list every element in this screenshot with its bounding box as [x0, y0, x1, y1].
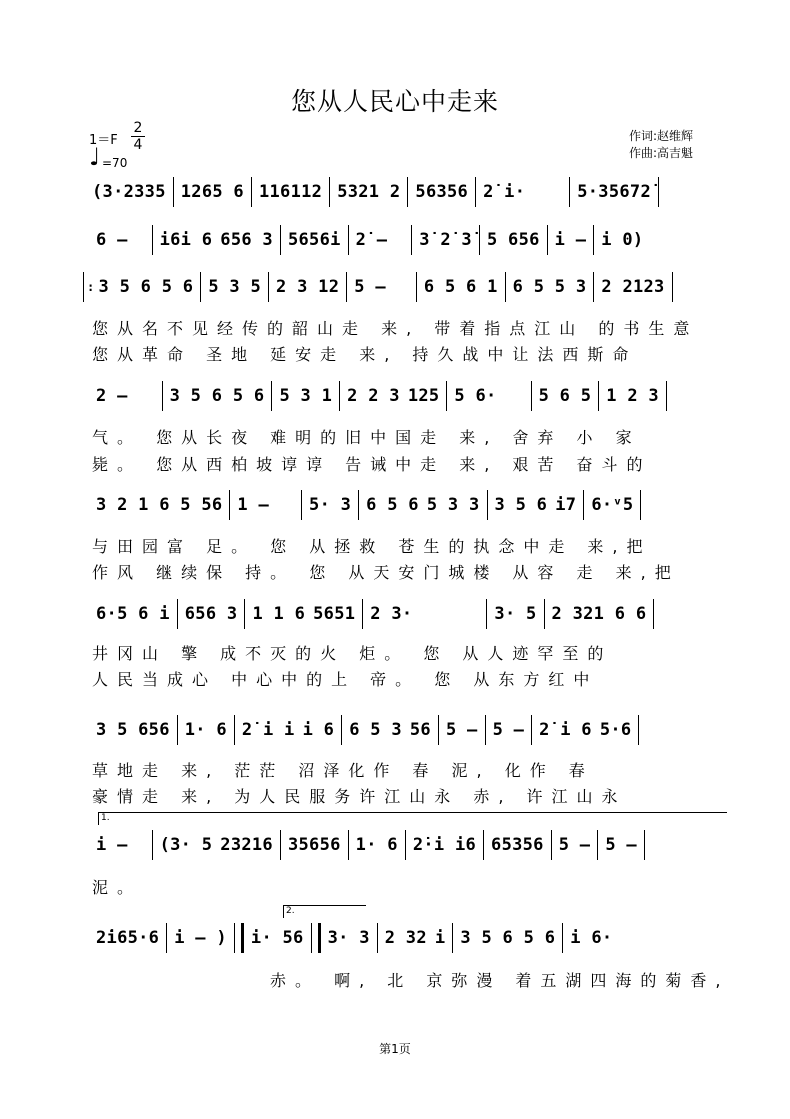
notation-row-7: [92, 715, 642, 745]
measure: 5 –: [605, 835, 637, 855]
measure: 6 5 6 1: [423, 277, 498, 297]
measure: 3 2 1 6 5 56: [96, 495, 223, 515]
measure: 6 5 6: [366, 495, 419, 515]
measure: 116112: [258, 182, 323, 202]
lyrics-verse-2: 作风 继续保 持。 您 从天安门城楼 从容 走 来,把: [92, 563, 680, 582]
notation-row-6: [92, 599, 657, 629]
measure: 1 2 3: [606, 386, 659, 406]
measure: 2̇i65·6: [96, 928, 160, 948]
lyrics-verse-2: 您从革命 圣地 延安走 来, 持久战中让法西斯命: [92, 345, 638, 364]
lyrics-verse-1: 草地走 来, 茫茫 沼泽化作 春 泥, 化作 春: [92, 761, 594, 780]
measure: 5 –: [492, 720, 525, 740]
volta-2: 2.: [283, 905, 366, 918]
measure: 2 –: [96, 386, 128, 406]
measure: 3̇ 2̇ 3̇: [419, 230, 472, 250]
measure: 6 5 3: [349, 720, 402, 740]
lyrics-verse-2: 毙。 您从西柏坡谆谆 告诫中走 来, 艰苦 奋斗的: [92, 455, 652, 474]
measure: 56356: [415, 182, 469, 202]
measure: 656 3: [220, 230, 273, 250]
lyrics-verse-1: 井冈山 擎 成不灭的火 炬。 您 从人迹罕至的: [92, 644, 613, 663]
measure: 2̇ –: [355, 230, 388, 250]
measure: 6·ᵛ5: [591, 495, 634, 515]
measure: 5 6·: [454, 386, 497, 406]
measure: i – ): [174, 928, 227, 948]
measure: 2 2123: [601, 277, 665, 297]
notation-row-4: [92, 381, 670, 411]
measure: 1· 6: [355, 835, 398, 855]
measure: 5 3 1: [279, 386, 333, 406]
measure: 1 –: [237, 495, 270, 515]
lyrics-verse-2: 人民当成心 中心中的上 帝。 您 从东方红中: [92, 670, 599, 689]
measure: 5651: [313, 604, 356, 624]
measure: 6 5 5 3: [512, 277, 587, 297]
measure: i 0): [601, 230, 644, 250]
notation-row-5: [92, 490, 644, 520]
lyrics-verse-1: 与田园富 足。 您 从拯救 苍生的执念中走 来,把: [92, 537, 652, 556]
measure: (3· 5: [159, 835, 213, 855]
measure: 56: [409, 720, 431, 740]
measure: 2̇·i i6: [412, 835, 477, 855]
measure: 656 3: [184, 604, 238, 624]
measure: 1 1 6: [252, 604, 306, 624]
page-number: 第1页: [379, 1042, 411, 1056]
measure: 5656i: [287, 230, 341, 250]
measure: 5 3 5: [208, 277, 262, 297]
measure: 5·6: [599, 720, 632, 740]
measure: i –: [554, 230, 587, 250]
measure: 5 –: [354, 277, 386, 297]
lyrics-verse-1: 赤。 啊, 北 京弥漫 着五湖四海的菊香,: [270, 971, 730, 990]
notation-row-1: [88, 177, 662, 207]
measure: i 6·: [570, 928, 613, 948]
measure: i –: [96, 835, 128, 855]
measure: i6i 6: [159, 230, 213, 250]
measure: i: [434, 928, 446, 948]
measure: 3 5 6 5 6: [98, 277, 194, 297]
measure: i 6: [302, 720, 335, 740]
time-signature-top: 2: [133, 120, 143, 136]
measure: 5 6 5: [538, 386, 592, 406]
notation-row-8: [92, 830, 648, 860]
measure: 6·5 6 i: [96, 604, 170, 624]
measure: 3 5 6 5 6: [169, 386, 265, 406]
measure: 1265 6: [180, 182, 244, 202]
measure: 2 321 6 6: [551, 604, 647, 624]
measure: 2 2 3: [347, 386, 400, 406]
lyrics-verse-1: 气。 您从长夜 难明的旧中国走 来, 舍弃 小 家: [92, 428, 641, 447]
measure: 23216: [220, 835, 273, 855]
lyrics-verse-1: 泥。: [92, 878, 143, 897]
measure: 2̇ i·: [483, 182, 526, 202]
measure: 3 5 656: [96, 720, 170, 740]
measure: 2̇ i 6: [539, 720, 592, 740]
measure: i7: [555, 495, 577, 515]
measure: 5 656: [486, 230, 540, 250]
measure: 2 3·: [370, 604, 413, 624]
measure: 2 3 12: [276, 277, 340, 297]
measure: 35656: [287, 835, 341, 855]
quarter-note-icon: ♩: [89, 143, 101, 171]
composer-credit: 作曲:高吉魁: [629, 146, 694, 160]
measure: 5321 2: [337, 182, 401, 202]
measure: 125: [407, 386, 440, 406]
measure: 6 –: [96, 230, 128, 250]
measure: 5 –: [558, 835, 591, 855]
time-signature: [131, 120, 145, 153]
measure: 3· 5: [494, 604, 537, 624]
measure: 2̇ i i: [241, 720, 295, 740]
lyrics-verse-1: 您从名不见经传的韶山走 来, 带着指点江山 的书生意: [92, 319, 699, 338]
notation-row-9: [92, 923, 616, 953]
measure: 5 3 3: [426, 495, 480, 515]
measure: 3 5 6 5 6: [460, 928, 556, 948]
measure: 3· 3: [327, 928, 370, 948]
volta-1: 1.: [98, 812, 727, 825]
measure: 5·35672̇: [577, 182, 651, 202]
lyrics-verse-2: 豪情走 来, 为人民服务许江山永 赤, 许江山永: [92, 787, 627, 806]
tempo-marking: =70: [102, 156, 128, 170]
notation-row-3: : 3 5 6 5 6 5 3 5 2 3 12 5 – 6 5 6 1 6 5 5 3 2 2123: [80, 272, 676, 302]
lyricist-credit: 作词:赵维辉: [629, 129, 694, 143]
notation-row-2: [92, 225, 647, 255]
measure: 2 32: [384, 928, 427, 948]
measure: (3·2335: [92, 182, 166, 202]
measure: 1· 6: [184, 720, 227, 740]
key-signature: 1＝F: [89, 133, 118, 148]
page-title: 您从人民心中走来: [290, 87, 499, 116]
time-signature-bottom: 4: [131, 136, 145, 153]
measure: 5· 3: [309, 495, 352, 515]
measure: i· 56: [250, 928, 304, 948]
measure: 3 5 6: [494, 495, 548, 515]
measure: 65356: [491, 835, 544, 855]
measure: 5 –: [445, 720, 478, 740]
